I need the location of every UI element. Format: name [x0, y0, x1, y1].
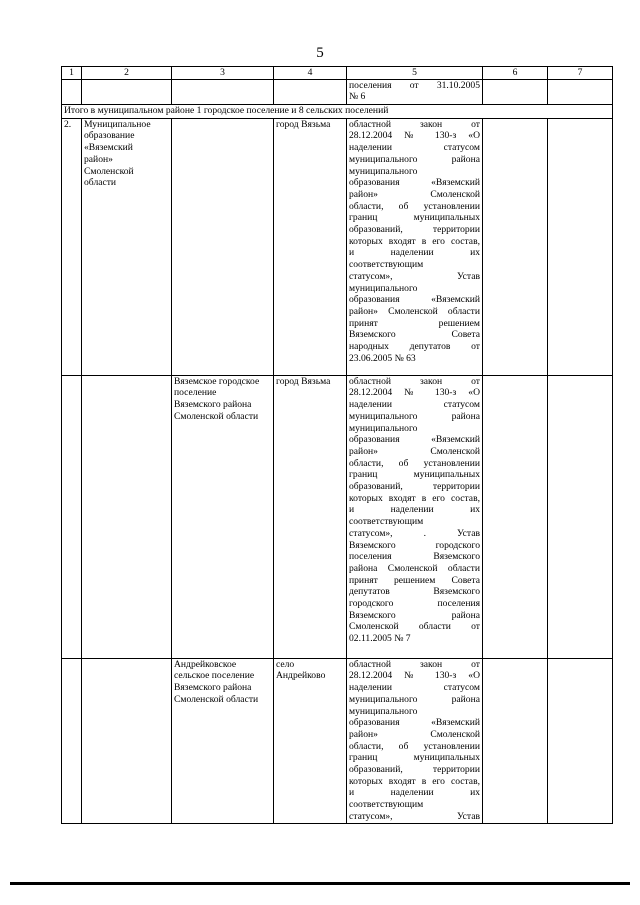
cell-line: образования «Вяземский	[349, 177, 480, 189]
row-number-cell	[62, 375, 82, 658]
cell-line: село	[276, 658, 295, 670]
footer-rule	[10, 882, 630, 885]
column-number-row	[62, 67, 613, 80]
cell-line: областной закон от	[349, 658, 480, 670]
cell-line: муниципального	[349, 422, 418, 434]
column-number: 6	[483, 67, 548, 80]
cell-line: границ муниципальных	[349, 752, 480, 764]
cell-line: статусом», . Устав	[349, 527, 480, 539]
settlement-cell	[172, 375, 274, 658]
cell-line: образования «Вяземский	[349, 294, 480, 306]
cell-line: статусом», Устав	[349, 270, 480, 282]
cell-line: области	[84, 177, 117, 189]
cell-line: район» Смоленской области	[349, 305, 480, 317]
cell-line: принят решением	[349, 317, 480, 329]
cell-line: наделении статусом	[349, 399, 480, 411]
cell-line: муниципального	[349, 705, 418, 717]
cell-line: соответствующим	[349, 259, 424, 271]
cell-line: муниципального	[349, 165, 418, 177]
cell-line: образования «Вяземский	[349, 434, 480, 446]
cell-line: 28.12.2004 № 130-з «О	[349, 130, 480, 142]
cell-line: Муниципальное	[84, 118, 151, 130]
cell-line: области, об установлении	[349, 200, 480, 212]
cell-line: «Вяземский	[84, 142, 133, 154]
urban-settlement-row	[62, 375, 613, 658]
cell-line: которых входят в его состав,	[349, 775, 480, 787]
cell-line: и наделении их	[349, 504, 480, 516]
cell-line: областной закон от	[349, 375, 480, 387]
cell-line: Андрейковское	[174, 658, 237, 670]
continued-row	[62, 79, 613, 104]
center-cell	[274, 375, 347, 658]
summary-text: Итого в муниципальном районе 1 городское поселение и 8 сельских поселений	[62, 104, 613, 118]
cell-line: области, об установлении	[349, 740, 480, 752]
center-cell	[274, 658, 347, 823]
legal-basis-cell	[347, 79, 483, 104]
municipality-cell	[82, 118, 172, 375]
empty-cell	[548, 658, 613, 823]
cell-line: наделении статусом	[349, 682, 480, 694]
summary-row	[62, 104, 613, 118]
cell-line: Смоленской области от	[349, 621, 480, 633]
legal-basis-cell	[347, 658, 483, 823]
page-number: 5	[316, 45, 324, 61]
cell-line: поселение	[174, 387, 217, 399]
cell-line: муниципального района	[349, 410, 480, 422]
cell-line: соответствующим	[349, 799, 424, 811]
cell-line: городского поселения	[349, 598, 480, 610]
empty-cell	[548, 118, 613, 375]
legal-basis-cell	[347, 118, 483, 375]
legal-basis-cell	[347, 375, 483, 658]
cell-line: границ муниципальных	[349, 469, 480, 481]
cell-line: депутатов Вяземского	[349, 586, 480, 598]
cell-line: Вяземского района	[174, 399, 252, 411]
cell-line: поселения Вяземского	[349, 551, 480, 563]
cell-line: 28.12.2004 № 130-з «О	[349, 670, 480, 682]
cell-line: город Вязьма	[276, 118, 331, 130]
cell-line: город Вязьма	[276, 375, 331, 387]
district-row	[62, 118, 613, 375]
cell-line: поселения от 31.10.2005	[349, 79, 480, 91]
cell-line: статусом», Устав	[349, 810, 480, 822]
cell-line: Смоленской области	[174, 693, 259, 705]
cell-line: и наделении их	[349, 247, 480, 259]
cell-line: район» Смоленской	[349, 188, 480, 200]
cell-line: района Смоленской области	[349, 562, 480, 574]
row-number-cell	[62, 658, 82, 823]
cell-line: которых входят в его состав,	[349, 492, 480, 504]
cell-line: муниципального района	[349, 153, 480, 165]
cell-line: и наделении их	[349, 787, 480, 799]
cell-line: 02.11.2005 № 7	[349, 633, 411, 645]
column-number: 2	[82, 67, 172, 80]
cell-line: областной закон от	[349, 118, 480, 130]
empty-cell	[483, 118, 548, 375]
cell-line: район»	[84, 153, 113, 165]
settlement-cell	[172, 118, 274, 375]
cell-line: 28.12.2004 № 130-з «О	[349, 387, 480, 399]
cell-line: Смоленской	[84, 165, 134, 177]
cell-line: образований, территории	[349, 481, 480, 493]
cell-line: наделении статусом	[349, 142, 480, 154]
column-number: 5	[347, 67, 483, 80]
center-cell	[274, 118, 347, 375]
cell-line: образований, территории	[349, 224, 480, 236]
column-number: 1	[62, 67, 82, 80]
cell-line: которых входят в его состав,	[349, 235, 480, 247]
column-number: 4	[274, 67, 347, 80]
cell-line: образование	[84, 130, 135, 142]
cell-line: муниципального района	[349, 693, 480, 705]
cell-line: Вяземское городское	[174, 375, 260, 387]
empty-cell	[483, 658, 548, 823]
cell-line: сельское поселение	[174, 670, 255, 682]
municipality-cell	[82, 658, 172, 823]
municipality-cell	[82, 375, 172, 658]
empty-cell	[548, 375, 613, 658]
cell-line: образований, территории	[349, 764, 480, 776]
cell-line: Смоленской области	[174, 410, 259, 422]
cell-line: 23.06.2005 № 63	[349, 352, 416, 364]
cell-line: Андрейково	[276, 670, 326, 682]
cell-line: границ муниципальных	[349, 212, 480, 224]
settlement-cell	[172, 658, 274, 823]
rural-settlement-row	[62, 658, 613, 823]
column-number: 3	[172, 67, 274, 80]
empty-cell	[483, 375, 548, 658]
cell-line: Вяземского района	[174, 682, 252, 694]
cell-line: принят решением Совета	[349, 574, 480, 586]
registry-table	[61, 66, 613, 824]
cell-line: район» Смоленской	[349, 728, 480, 740]
row-number-cell: 2.	[62, 118, 82, 375]
cell-line: Вяземского района	[349, 609, 480, 621]
cell-line: народных депутатов от	[349, 341, 480, 353]
cell-line: Вяземского Совета	[349, 329, 480, 341]
cell-line: образования «Вяземский	[349, 717, 480, 729]
cell-line: № 6	[349, 91, 366, 103]
cell-line: район» Смоленской	[349, 445, 480, 457]
column-number: 7	[548, 67, 613, 80]
cell-line: муниципального	[349, 282, 418, 294]
cell-line: соответствующим	[349, 516, 424, 528]
cell-line: области, об установлении	[349, 457, 480, 469]
cell-line: Вяземского городского	[349, 539, 480, 551]
